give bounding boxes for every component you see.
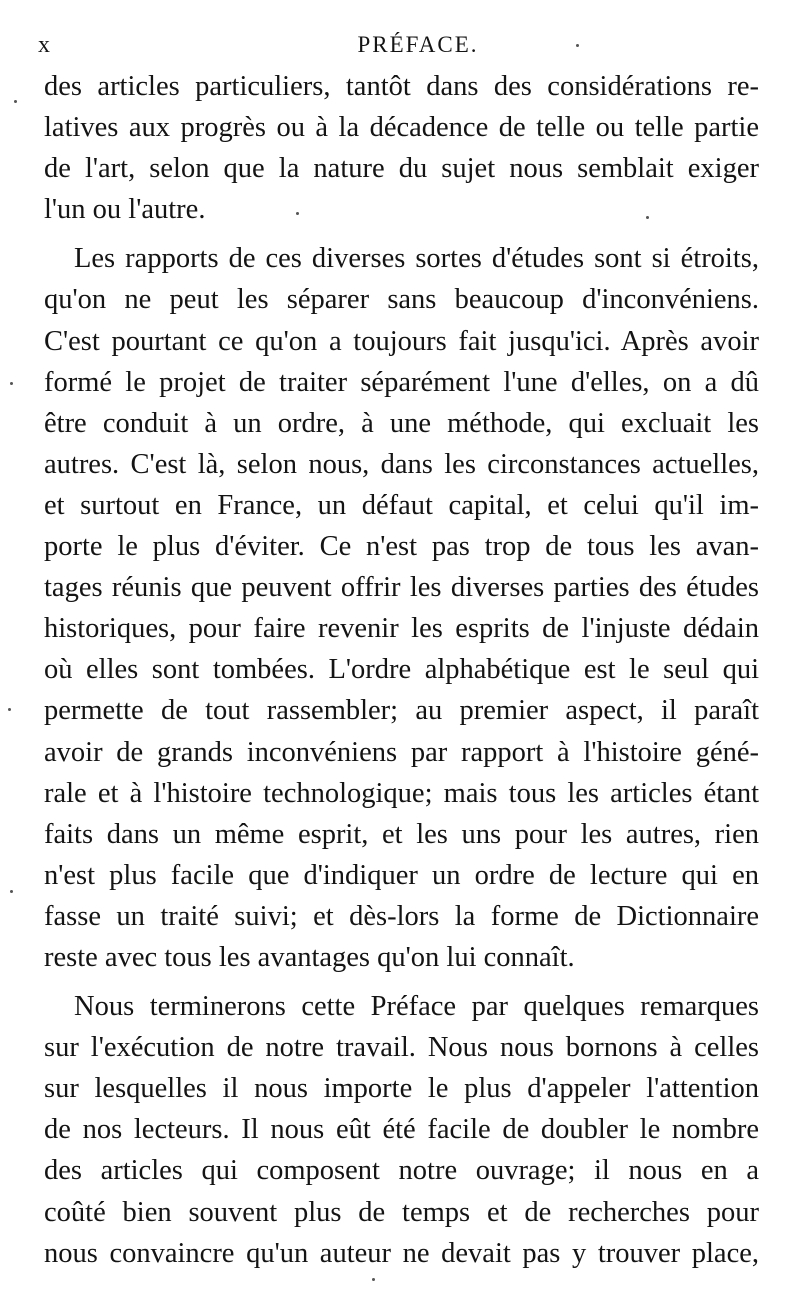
text-line: Nous terminerons cette Préface par quelques remarques <box>74 991 759 1023</box>
text-line: et surtout en France, un défaut capital, et celui qu'il im- <box>44 489 759 521</box>
paragraph-gap <box>44 978 759 986</box>
text-line: fasse un traité suivi; et dès-lors la forme de Dictionnaire <box>44 900 759 932</box>
text-line: C'est pourtant ce qu'on a toujours fait jusqu'ici. Après avoir <box>44 325 759 357</box>
text-line: avoir de grands inconvéniens par rapport à l'histoire géné- <box>44 736 759 768</box>
text-line: reste avec tous les avantages qu'on lui connaît. <box>44 941 575 973</box>
paragraph <box>44 238 759 978</box>
text-line: des articles particuliers, tantôt dans des considérations re- <box>44 71 759 102</box>
text-line: Les rapports de ces diverses sortes d'études sont si étroits, <box>74 243 759 275</box>
scan-speck <box>10 382 13 385</box>
scan-speck <box>576 44 579 47</box>
text-line: l'un ou l'autre. <box>44 194 206 226</box>
text-line: permette de tout rassembler; au premier aspect, il paraît <box>44 695 759 727</box>
paragraph-gap <box>44 230 759 238</box>
scan-speck <box>14 100 17 103</box>
text-line: autres. C'est là, selon nous, dans les circonstances actuelles, <box>44 448 759 480</box>
text-line: être conduit à un ordre, à une méthode, qui excluait les <box>44 407 759 439</box>
paragraph <box>44 66 759 230</box>
text-line: coûté bien souvent plus de temps et de recherches pour <box>44 1196 759 1228</box>
page-header <box>38 32 758 66</box>
text-line: qu'on ne peut les séparer sans beaucoup d'inconvéniens. <box>44 284 759 316</box>
text-line: formé le projet de traiter séparément l'une d'elles, on a dû <box>44 366 759 398</box>
running-head: PRÉFACE. <box>357 32 479 57</box>
text-line: historiques, pour faire revenir les esprits de l'injuste dédain <box>44 613 759 645</box>
text-line: faits dans un même esprit, et les uns pour les autres, rien <box>44 818 759 850</box>
scan-speck <box>296 212 299 215</box>
text-line: rale et à l'histoire technologique; mais tous les articles étant <box>44 777 759 809</box>
text-line: où elles sont tombées. L'ordre alphabétique est le seul qui <box>44 654 759 686</box>
text-line: des articles qui composent notre ouvrage; il nous en a <box>44 1155 759 1187</box>
text-line: sur lesquelles il nous importe le plus d'appeler l'attention <box>44 1073 759 1105</box>
text-line: porte le plus d'éviter. Ce n'est pas trop de tous les avan- <box>44 531 759 563</box>
paragraph <box>44 986 759 1274</box>
text-line: n'est plus facile que d'indiquer un ordre de lecture qui en <box>44 859 759 891</box>
page-number: x <box>38 32 51 58</box>
body-text <box>44 66 759 1274</box>
scan-speck <box>10 890 13 893</box>
scan-speck <box>372 1278 375 1281</box>
text-line: latives aux progrès ou à la décadence de telle ou telle partie <box>44 112 759 144</box>
scan-speck <box>646 216 649 219</box>
text-line: nous convaincre qu'un auteur ne devait pas y trouver place, <box>44 1237 759 1269</box>
text-line: de nos lecteurs. Il nous eût été facile de doubler le nombre <box>44 1114 759 1146</box>
text-line: tages réunis que peuvent offrir les diverses parties des études <box>44 572 759 604</box>
text-line: sur l'exécution de notre travail. Nous nous bornons à celles <box>44 1032 759 1064</box>
text-line: de l'art, selon que la nature du sujet nous semblait exiger <box>44 153 759 185</box>
scan-speck <box>8 708 11 711</box>
